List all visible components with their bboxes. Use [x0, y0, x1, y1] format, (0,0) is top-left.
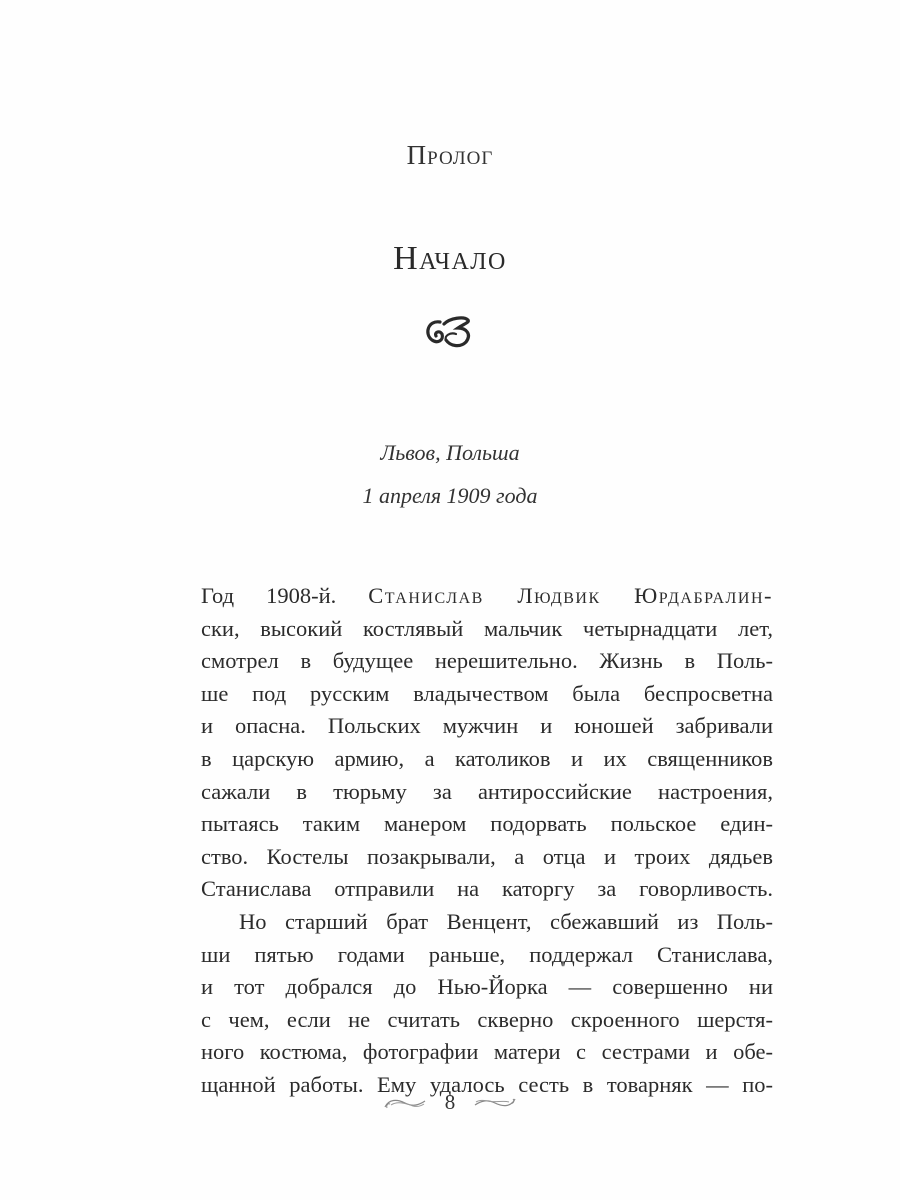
- part-label: Пролог: [406, 140, 494, 170]
- text-line: щанной работы. Ему удалось сесть в товарняк — по-: [201, 1071, 773, 1097]
- text-run: Год 1908-й.: [201, 583, 369, 608]
- text-line: с чем, если не считать скверно скроенного шерстя-: [201, 1006, 773, 1032]
- text-line: ши пятью годами раньше, поддержал Станислава,: [201, 941, 773, 967]
- text-line: Но старший брат Венцент, сбежавший из Поль-: [239, 908, 773, 934]
- text-line: сажали в тюрьму за антироссийские настроения,: [201, 778, 773, 804]
- text-line: [201, 580, 773, 613]
- text-line: пытаясь таким манером подорвать польское един-: [201, 811, 773, 837]
- page-number: 8: [444, 1090, 456, 1114]
- name-smallcaps: Станислав Людвик Юрдабралин-: [368, 583, 773, 608]
- text-line: и тот добрался до Нью-Йорка — совершенно ни: [201, 974, 773, 1000]
- text-line: в царскую армию, а католиков и их священников: [201, 745, 773, 771]
- text-line: смотрел в будущее нерешительно. Жизнь в Поль-: [201, 648, 773, 674]
- text-line: Станислава отправили на каторгу за говорливость.: [201, 876, 773, 902]
- chapter-title: Начало: [393, 240, 507, 277]
- text-line: и опасна. Польских мужчин и юношей забривали: [201, 713, 773, 739]
- page-footer: [0, 1090, 900, 1115]
- date-line: 1 апреля 1909 года: [362, 483, 538, 508]
- text-line: ного костюма, фотографии матери с сестрами и обе-: [201, 1039, 773, 1065]
- swash-right-icon: [473, 1095, 517, 1111]
- location-line: Львов, Польша: [380, 440, 520, 465]
- fleuron-icon: [420, 312, 480, 352]
- body-text: [201, 580, 773, 1102]
- text-line: ски, высокий костлявый мальчик четырнадцати лет,: [201, 615, 773, 641]
- swash-left-icon: [383, 1095, 427, 1111]
- text-line: ше под русским владычеством была беспросветна: [201, 680, 773, 706]
- text-line: ство. Костелы позакрывали, а отца и троих дядьев: [201, 843, 773, 869]
